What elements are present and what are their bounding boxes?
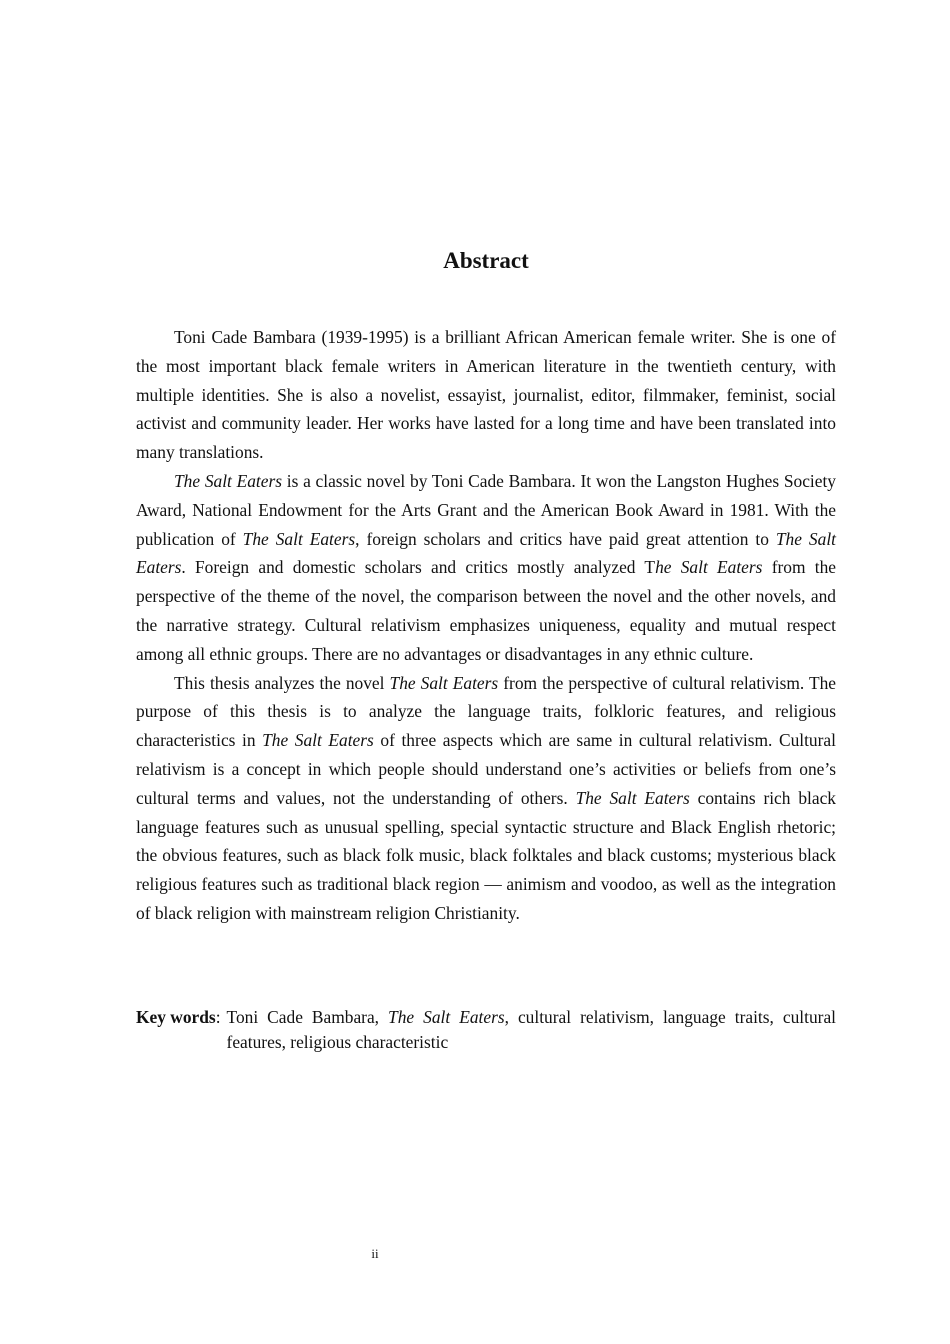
- text-run: , foreign scholars and critics have paid great attention to: [355, 528, 776, 549]
- text-run: contains rich black language features such as unusual spelling, special syntactic structure and Black English rhetoric; the obvious features, such as black folk music, black folktales and black customs; mysterious black religious features such as traditional black region — animism and voodoo, as well as the integration of black religion with mainstream religion Christianity.: [136, 787, 836, 923]
- page-title: Abstract: [443, 248, 529, 273]
- italic-title-run: The Salt Eaters: [389, 672, 499, 693]
- text-run: Toni Cade Bambara (1939-1995) is a brilliant African American female writer. She is one of the most important black female writers in American literature in the twentieth century, with multiple identities. She is also a novelist, essayist, journalist, editor, filmmaker, feminist, social activist and community leader. Her works have lasted for a long time and have been translated into many translations.: [136, 327, 836, 463]
- keywords-label: Key words: [136, 1007, 216, 1027]
- keywords-colon: :: [215, 1007, 221, 1027]
- italic-title-run: he Salt Eaters: [655, 557, 763, 578]
- italic-title-run: The Salt Eaters: [136, 528, 836, 578]
- italic-title-run: The Salt Eaters: [388, 1007, 505, 1027]
- keywords-value: [227, 1005, 836, 1055]
- text-run: Toni Cade Bambara,: [226, 1007, 389, 1027]
- abstract-body: [136, 323, 836, 928]
- text-run: is a classic novel by Toni Cade Bambara. It won the Langston Hughes Society Award, National Endowment for the Arts Grant and the American Book Award in 1981. With the publication of: [136, 470, 836, 549]
- italic-title-run: The Salt Eaters: [262, 730, 374, 751]
- abstract-paragraph-2: [136, 467, 836, 669]
- text-run: . Foreign and domestic scholars and critics mostly analyzed T: [181, 557, 656, 578]
- abstract-paragraph-3: [136, 669, 836, 928]
- text-run: , cultural relativism, language traits, cultural features, religious characteristic: [226, 1007, 836, 1052]
- page-number: ii: [371, 1246, 379, 1261]
- italic-title-run: The Salt Eaters: [242, 528, 356, 549]
- keywords-section: [136, 1005, 836, 1055]
- abstract-paragraph-1: [136, 323, 836, 467]
- text-run: of three aspects which are same in cultural relativism. Cultural relativism is a concept in which people should understand one’s activities or beliefs from one’s cultural terms and values, not the understanding of others.: [136, 730, 836, 808]
- text-run: from the perspective of cultural relativism. The purpose of this thesis is to analyze the language traits, folkloric features, and religious characteristics in: [136, 672, 836, 751]
- text-run: from the perspective of the theme of the novel, the comparison between the novel and the other novels, and the narrative strategy. Cultural relativism emphasizes uniqueness, equality and mutual respect among all ethnic groups. There are no advantages or disadvantages in any ethnic culture.: [136, 557, 837, 664]
- italic-title-run: The Salt Eaters: [575, 787, 690, 808]
- italic-title-run: The Salt Eaters: [174, 470, 283, 491]
- text-run: This thesis analyzes the novel: [174, 672, 390, 693]
